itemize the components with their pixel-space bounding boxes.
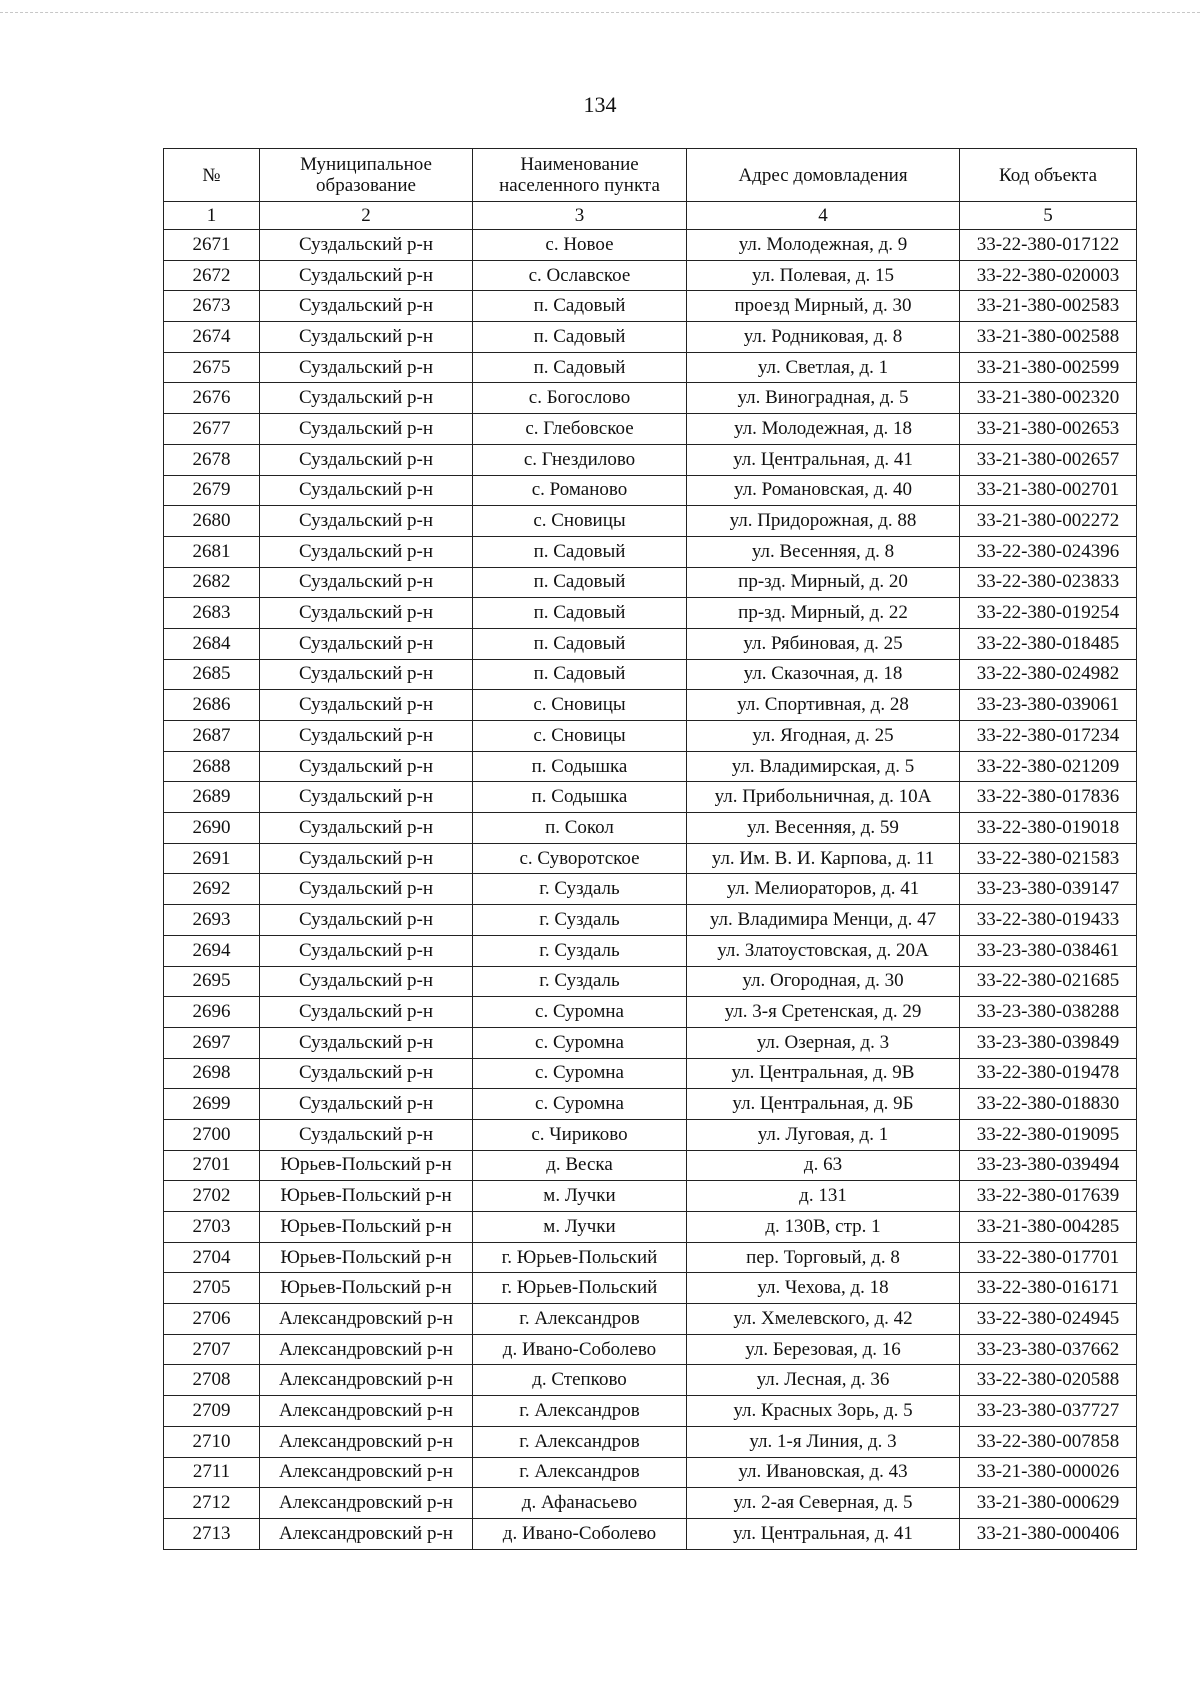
cell-object-code: 33-22-380-021209	[960, 751, 1137, 782]
cell-municipality: Суздальский р-н	[260, 843, 473, 874]
cell-number: 2689	[164, 782, 260, 813]
cell-address: ул. Спортивная, д. 28	[687, 690, 960, 721]
cell-municipality: Александровский р-н	[260, 1488, 473, 1519]
cell-object-code: 33-21-380-000629	[960, 1488, 1137, 1519]
header-row	[164, 149, 1137, 202]
cell-address: ул. Озерная, д. 3	[687, 1027, 960, 1058]
cell-object-code: 33-21-380-004285	[960, 1212, 1137, 1243]
cell-settlement: п. Садовый	[473, 598, 687, 629]
cell-object-code: 33-21-380-002701	[960, 475, 1137, 506]
cell-object-code: 33-23-380-037662	[960, 1334, 1137, 1365]
cell-number: 2698	[164, 1058, 260, 1089]
cell-object-code: 33-21-380-000406	[960, 1518, 1137, 1549]
cell-settlement: с. Суромна	[473, 1058, 687, 1089]
cell-municipality: Юрьев-Польский р-н	[260, 1181, 473, 1212]
cell-municipality: Юрьев-Польский р-н	[260, 1273, 473, 1304]
cell-number: 2701	[164, 1150, 260, 1181]
cell-municipality: Суздальский р-н	[260, 935, 473, 966]
cell-municipality: Суздальский р-н	[260, 567, 473, 598]
table-row	[164, 475, 1137, 506]
cell-address: ул. Златоустовская, д. 20А	[687, 935, 960, 966]
column-number: 2	[260, 202, 473, 230]
table-row	[164, 1058, 1137, 1089]
cell-address: ул. Ягодная, д. 25	[687, 721, 960, 752]
table-row	[164, 260, 1137, 291]
table-row	[164, 1334, 1137, 1365]
header-number: №	[164, 149, 260, 202]
table-row	[164, 1426, 1137, 1457]
cell-municipality: Суздальский р-н	[260, 260, 473, 291]
cell-object-code: 33-22-380-019478	[960, 1058, 1137, 1089]
cell-municipality: Юрьев-Польский р-н	[260, 1212, 473, 1243]
cell-settlement: д. Ивано-Соболево	[473, 1334, 687, 1365]
table-row	[164, 1119, 1137, 1150]
cell-settlement: п. Содышка	[473, 751, 687, 782]
cell-settlement: п. Содышка	[473, 782, 687, 813]
cell-settlement: п. Садовый	[473, 536, 687, 567]
cell-number: 2697	[164, 1027, 260, 1058]
cell-municipality: Суздальский р-н	[260, 813, 473, 844]
cell-number: 2685	[164, 659, 260, 690]
cell-number: 2682	[164, 567, 260, 598]
cell-number: 2713	[164, 1518, 260, 1549]
cell-address: пр-зд. Мирный, д. 22	[687, 598, 960, 629]
header-address: Адрес домовладения	[687, 149, 960, 202]
cell-settlement: п. Сокол	[473, 813, 687, 844]
table-row	[164, 1089, 1137, 1120]
column-number: 1	[164, 202, 260, 230]
cell-municipality: Суздальский р-н	[260, 659, 473, 690]
cell-address: ул. Владимирская, д. 5	[687, 751, 960, 782]
table-row	[164, 721, 1137, 752]
table-row	[164, 383, 1137, 414]
table-row	[164, 1365, 1137, 1396]
table-row	[164, 1457, 1137, 1488]
cell-settlement: п. Садовый	[473, 628, 687, 659]
cell-municipality: Суздальский р-н	[260, 751, 473, 782]
table-row	[164, 782, 1137, 813]
cell-settlement: с. Сновицы	[473, 506, 687, 537]
cell-object-code: 33-23-380-037727	[960, 1396, 1137, 1427]
cell-settlement: г. Юрьев-Польский	[473, 1273, 687, 1304]
cell-municipality: Суздальский р-н	[260, 1119, 473, 1150]
cell-municipality: Суздальский р-н	[260, 1089, 473, 1120]
cell-object-code: 33-21-380-002588	[960, 322, 1137, 353]
table-row	[164, 567, 1137, 598]
cell-settlement: п. Садовый	[473, 322, 687, 353]
cell-settlement: г. Суздаль	[473, 905, 687, 936]
cell-settlement: п. Садовый	[473, 291, 687, 322]
cell-object-code: 33-22-380-019254	[960, 598, 1137, 629]
cell-object-code: 33-22-380-007858	[960, 1426, 1137, 1457]
cell-object-code: 33-22-380-019018	[960, 813, 1137, 844]
cell-settlement: с. Богослово	[473, 383, 687, 414]
cell-address: ул. Огородная, д. 30	[687, 966, 960, 997]
table-row	[164, 1150, 1137, 1181]
cell-address: д. 131	[687, 1181, 960, 1212]
cell-municipality: Суздальский р-н	[260, 598, 473, 629]
cell-number: 2695	[164, 966, 260, 997]
cell-number: 2693	[164, 905, 260, 936]
cell-address: ул. 2-ая Северная, д. 5	[687, 1488, 960, 1519]
cell-number: 2679	[164, 475, 260, 506]
table-row	[164, 628, 1137, 659]
cell-object-code: 33-22-380-017639	[960, 1181, 1137, 1212]
cell-municipality: Суздальский р-н	[260, 414, 473, 445]
cell-address: ул. Березовая, д. 16	[687, 1334, 960, 1365]
cell-object-code: 33-22-380-023833	[960, 567, 1137, 598]
cell-municipality: Суздальский р-н	[260, 966, 473, 997]
cell-number: 2699	[164, 1089, 260, 1120]
cell-number: 2706	[164, 1304, 260, 1335]
cell-address: д. 63	[687, 1150, 960, 1181]
cell-address: ул. Владимира Менци, д. 47	[687, 905, 960, 936]
cell-settlement: п. Садовый	[473, 352, 687, 383]
cell-number: 2692	[164, 874, 260, 905]
cell-address: ул. Молодежная, д. 18	[687, 414, 960, 445]
cell-object-code: 33-21-380-002272	[960, 506, 1137, 537]
cell-municipality: Суздальский р-н	[260, 1058, 473, 1089]
cell-address: пер. Торговый, д. 8	[687, 1242, 960, 1273]
cell-settlement: г. Суздаль	[473, 874, 687, 905]
cell-object-code: 33-23-380-039061	[960, 690, 1137, 721]
cell-number: 2671	[164, 230, 260, 261]
cell-municipality: Александровский р-н	[260, 1365, 473, 1396]
table-row	[164, 997, 1137, 1028]
cell-settlement: г. Александров	[473, 1457, 687, 1488]
cell-number: 2707	[164, 1334, 260, 1365]
cell-object-code: 33-22-380-018830	[960, 1089, 1137, 1120]
cell-municipality: Александровский р-н	[260, 1334, 473, 1365]
cell-number: 2710	[164, 1426, 260, 1457]
cell-settlement: с. Новое	[473, 230, 687, 261]
cell-address: ул. Рябиновая, д. 25	[687, 628, 960, 659]
cell-address: ул. Центральная, д. 41	[687, 1518, 960, 1549]
cell-municipality: Суздальский р-н	[260, 628, 473, 659]
cell-settlement: с. Суромна	[473, 1027, 687, 1058]
cell-object-code: 33-22-380-019433	[960, 905, 1137, 936]
cell-number: 2700	[164, 1119, 260, 1150]
cell-municipality: Суздальский р-н	[260, 721, 473, 752]
cell-settlement: д. Веска	[473, 1150, 687, 1181]
cell-municipality: Александровский р-н	[260, 1518, 473, 1549]
cell-settlement: д. Афанасьево	[473, 1488, 687, 1519]
cell-address: ул. Красных Зорь, д. 5	[687, 1396, 960, 1427]
page-number: 134	[583, 92, 617, 117]
cell-address: ул. Чехова, д. 18	[687, 1273, 960, 1304]
table-row	[164, 230, 1137, 261]
cell-object-code: 33-22-380-019095	[960, 1119, 1137, 1150]
cell-municipality: Суздальский р-н	[260, 444, 473, 475]
cell-settlement: г. Александров	[473, 1396, 687, 1427]
cell-number: 2711	[164, 1457, 260, 1488]
cell-address: ул. Лесная, д. 36	[687, 1365, 960, 1396]
cell-municipality: Суздальский р-н	[260, 874, 473, 905]
cell-address: ул. Им. В. И. Карпова, д. 11	[687, 843, 960, 874]
table-row	[164, 291, 1137, 322]
table-row	[164, 536, 1137, 567]
cell-address: проезд Мирный, д. 30	[687, 291, 960, 322]
cell-number: 2712	[164, 1488, 260, 1519]
cell-address: ул. Придорожная, д. 88	[687, 506, 960, 537]
cell-object-code: 33-21-380-002657	[960, 444, 1137, 475]
cell-address: ул. Прибольничная, д. 10А	[687, 782, 960, 813]
cell-address: ул. Молодежная, д. 9	[687, 230, 960, 261]
cell-object-code: 33-22-380-021583	[960, 843, 1137, 874]
cell-address: ул. Полевая, д. 15	[687, 260, 960, 291]
cell-settlement: д. Ивано-Соболево	[473, 1518, 687, 1549]
cell-object-code: 33-21-380-002583	[960, 291, 1137, 322]
cell-municipality: Суздальский р-н	[260, 322, 473, 353]
cell-address: ул. Центральная, д. 9Б	[687, 1089, 960, 1120]
column-number: 3	[473, 202, 687, 230]
table-row	[164, 322, 1137, 353]
cell-number: 2708	[164, 1365, 260, 1396]
cell-settlement: г. Александров	[473, 1426, 687, 1457]
cell-object-code: 33-22-380-017122	[960, 230, 1137, 261]
cell-municipality: Александровский р-н	[260, 1396, 473, 1427]
cell-object-code: 33-22-380-024396	[960, 536, 1137, 567]
table-row	[164, 1518, 1137, 1549]
header-settlement: Наименование населенного пункта	[473, 149, 687, 202]
cell-settlement: с. Сновицы	[473, 690, 687, 721]
cell-settlement: г. Суздаль	[473, 966, 687, 997]
cell-number: 2702	[164, 1181, 260, 1212]
header-municipality: Муниципальное образование	[260, 149, 473, 202]
cell-number: 2704	[164, 1242, 260, 1273]
cell-settlement: г. Александров	[473, 1304, 687, 1335]
table-row	[164, 751, 1137, 782]
table-row	[164, 690, 1137, 721]
cell-number: 2681	[164, 536, 260, 567]
table-row	[164, 905, 1137, 936]
cell-object-code: 33-22-380-018485	[960, 628, 1137, 659]
cell-address: ул. Сказочная, д. 18	[687, 659, 960, 690]
cell-object-code: 33-23-380-039849	[960, 1027, 1137, 1058]
cell-municipality: Суздальский р-н	[260, 905, 473, 936]
column-number: 5	[960, 202, 1137, 230]
table-row	[164, 813, 1137, 844]
table-row	[164, 966, 1137, 997]
table-row	[164, 874, 1137, 905]
cell-municipality: Суздальский р-н	[260, 997, 473, 1028]
cell-number: 2680	[164, 506, 260, 537]
cell-object-code: 33-23-380-038288	[960, 997, 1137, 1028]
cell-settlement: п. Садовый	[473, 659, 687, 690]
cell-address: ул. 3-я Сретенская, д. 29	[687, 997, 960, 1028]
cell-object-code: 33-22-380-016171	[960, 1273, 1137, 1304]
table-row	[164, 598, 1137, 629]
table-row	[164, 444, 1137, 475]
cell-settlement: с. Суромна	[473, 997, 687, 1028]
cell-address: ул. Хмелевского, д. 42	[687, 1304, 960, 1335]
cell-number: 2686	[164, 690, 260, 721]
cell-object-code: 33-23-380-039147	[960, 874, 1137, 905]
cell-settlement: д. Степково	[473, 1365, 687, 1396]
cell-municipality: Суздальский р-н	[260, 782, 473, 813]
table-row	[164, 1212, 1137, 1243]
cell-object-code: 33-23-380-038461	[960, 935, 1137, 966]
cell-address: ул. Светлая, д. 1	[687, 352, 960, 383]
cell-number: 2673	[164, 291, 260, 322]
table-row	[164, 1181, 1137, 1212]
cell-settlement: с. Суворотское	[473, 843, 687, 874]
cell-number: 2705	[164, 1273, 260, 1304]
cell-address: ул. Романовская, д. 40	[687, 475, 960, 506]
cell-number: 2694	[164, 935, 260, 966]
table-row	[164, 935, 1137, 966]
cell-object-code: 33-23-380-039494	[960, 1150, 1137, 1181]
cell-number: 2674	[164, 322, 260, 353]
cell-object-code: 33-21-380-000026	[960, 1457, 1137, 1488]
table-row	[164, 1488, 1137, 1519]
cell-municipality: Александровский р-н	[260, 1304, 473, 1335]
cell-address: ул. Весенняя, д. 59	[687, 813, 960, 844]
table-row	[164, 1027, 1137, 1058]
cell-settlement: м. Лучки	[473, 1212, 687, 1243]
cell-settlement: м. Лучки	[473, 1181, 687, 1212]
cell-object-code: 33-22-380-017234	[960, 721, 1137, 752]
cell-address: ул. Центральная, д. 9В	[687, 1058, 960, 1089]
cell-settlement: г. Юрьев-Польский	[473, 1242, 687, 1273]
cell-municipality: Суздальский р-н	[260, 690, 473, 721]
cell-settlement: с. Гнездилово	[473, 444, 687, 475]
cell-address: ул. Весенняя, д. 8	[687, 536, 960, 567]
cell-object-code: 33-22-380-024982	[960, 659, 1137, 690]
cell-address: пр-зд. Мирный, д. 20	[687, 567, 960, 598]
cell-settlement: г. Суздаль	[473, 935, 687, 966]
cell-municipality: Суздальский р-н	[260, 352, 473, 383]
table-row	[164, 414, 1137, 445]
scan-edge-line	[0, 12, 1200, 14]
table-row	[164, 659, 1137, 690]
table-row	[164, 506, 1137, 537]
table-row	[164, 1396, 1137, 1427]
cell-municipality: Суздальский р-н	[260, 230, 473, 261]
table-row	[164, 352, 1137, 383]
cell-municipality: Суздальский р-н	[260, 536, 473, 567]
cell-address: ул. Ивановская, д. 43	[687, 1457, 960, 1488]
cell-object-code: 33-21-380-002599	[960, 352, 1137, 383]
cell-address: ул. Луговая, д. 1	[687, 1119, 960, 1150]
table-row	[164, 1242, 1137, 1273]
cell-number: 2678	[164, 444, 260, 475]
cell-municipality: Суздальский р-н	[260, 383, 473, 414]
address-table	[163, 148, 1137, 1550]
cell-municipality: Суздальский р-н	[260, 291, 473, 322]
cell-number: 2696	[164, 997, 260, 1028]
table-row	[164, 1304, 1137, 1335]
cell-number: 2676	[164, 383, 260, 414]
cell-number: 2683	[164, 598, 260, 629]
cell-municipality: Юрьев-Польский р-н	[260, 1150, 473, 1181]
cell-number: 2684	[164, 628, 260, 659]
cell-settlement: с. Чириково	[473, 1119, 687, 1150]
cell-address: ул. Мелиораторов, д. 41	[687, 874, 960, 905]
cell-municipality: Суздальский р-н	[260, 1027, 473, 1058]
column-number: 4	[687, 202, 960, 230]
cell-object-code: 33-22-380-020588	[960, 1365, 1137, 1396]
cell-number: 2690	[164, 813, 260, 844]
cell-settlement: с. Суромна	[473, 1089, 687, 1120]
cell-settlement: с. Ославское	[473, 260, 687, 291]
cell-object-code: 33-22-380-020003	[960, 260, 1137, 291]
table-row	[164, 1273, 1137, 1304]
table-row	[164, 843, 1137, 874]
cell-settlement: с. Глебовское	[473, 414, 687, 445]
cell-municipality: Суздальский р-н	[260, 506, 473, 537]
cell-number: 2675	[164, 352, 260, 383]
cell-number: 2703	[164, 1212, 260, 1243]
cell-address: ул. Виноградная, д. 5	[687, 383, 960, 414]
cell-address: ул. Центральная, д. 41	[687, 444, 960, 475]
cell-number: 2672	[164, 260, 260, 291]
cell-number: 2688	[164, 751, 260, 782]
cell-settlement: п. Садовый	[473, 567, 687, 598]
cell-object-code: 33-22-380-021685	[960, 966, 1137, 997]
cell-object-code: 33-22-380-017701	[960, 1242, 1137, 1273]
cell-address: д. 130В, стр. 1	[687, 1212, 960, 1243]
cell-address: ул. Родниковая, д. 8	[687, 322, 960, 353]
cell-object-code: 33-22-380-024945	[960, 1304, 1137, 1335]
cell-settlement: с. Романово	[473, 475, 687, 506]
cell-number: 2677	[164, 414, 260, 445]
cell-municipality: Александровский р-н	[260, 1426, 473, 1457]
cell-number: 2709	[164, 1396, 260, 1427]
header-object-code: Код объекта	[960, 149, 1137, 202]
cell-object-code: 33-21-380-002653	[960, 414, 1137, 445]
cell-object-code: 33-22-380-017836	[960, 782, 1137, 813]
cell-municipality: Суздальский р-н	[260, 475, 473, 506]
cell-settlement: с. Сновицы	[473, 721, 687, 752]
cell-object-code: 33-21-380-002320	[960, 383, 1137, 414]
column-number-row	[164, 202, 1137, 230]
cell-municipality: Юрьев-Польский р-н	[260, 1242, 473, 1273]
table-body	[164, 230, 1137, 1550]
cell-address: ул. 1-я Линия, д. 3	[687, 1426, 960, 1457]
cell-number: 2687	[164, 721, 260, 752]
cell-number: 2691	[164, 843, 260, 874]
cell-municipality: Александровский р-н	[260, 1457, 473, 1488]
